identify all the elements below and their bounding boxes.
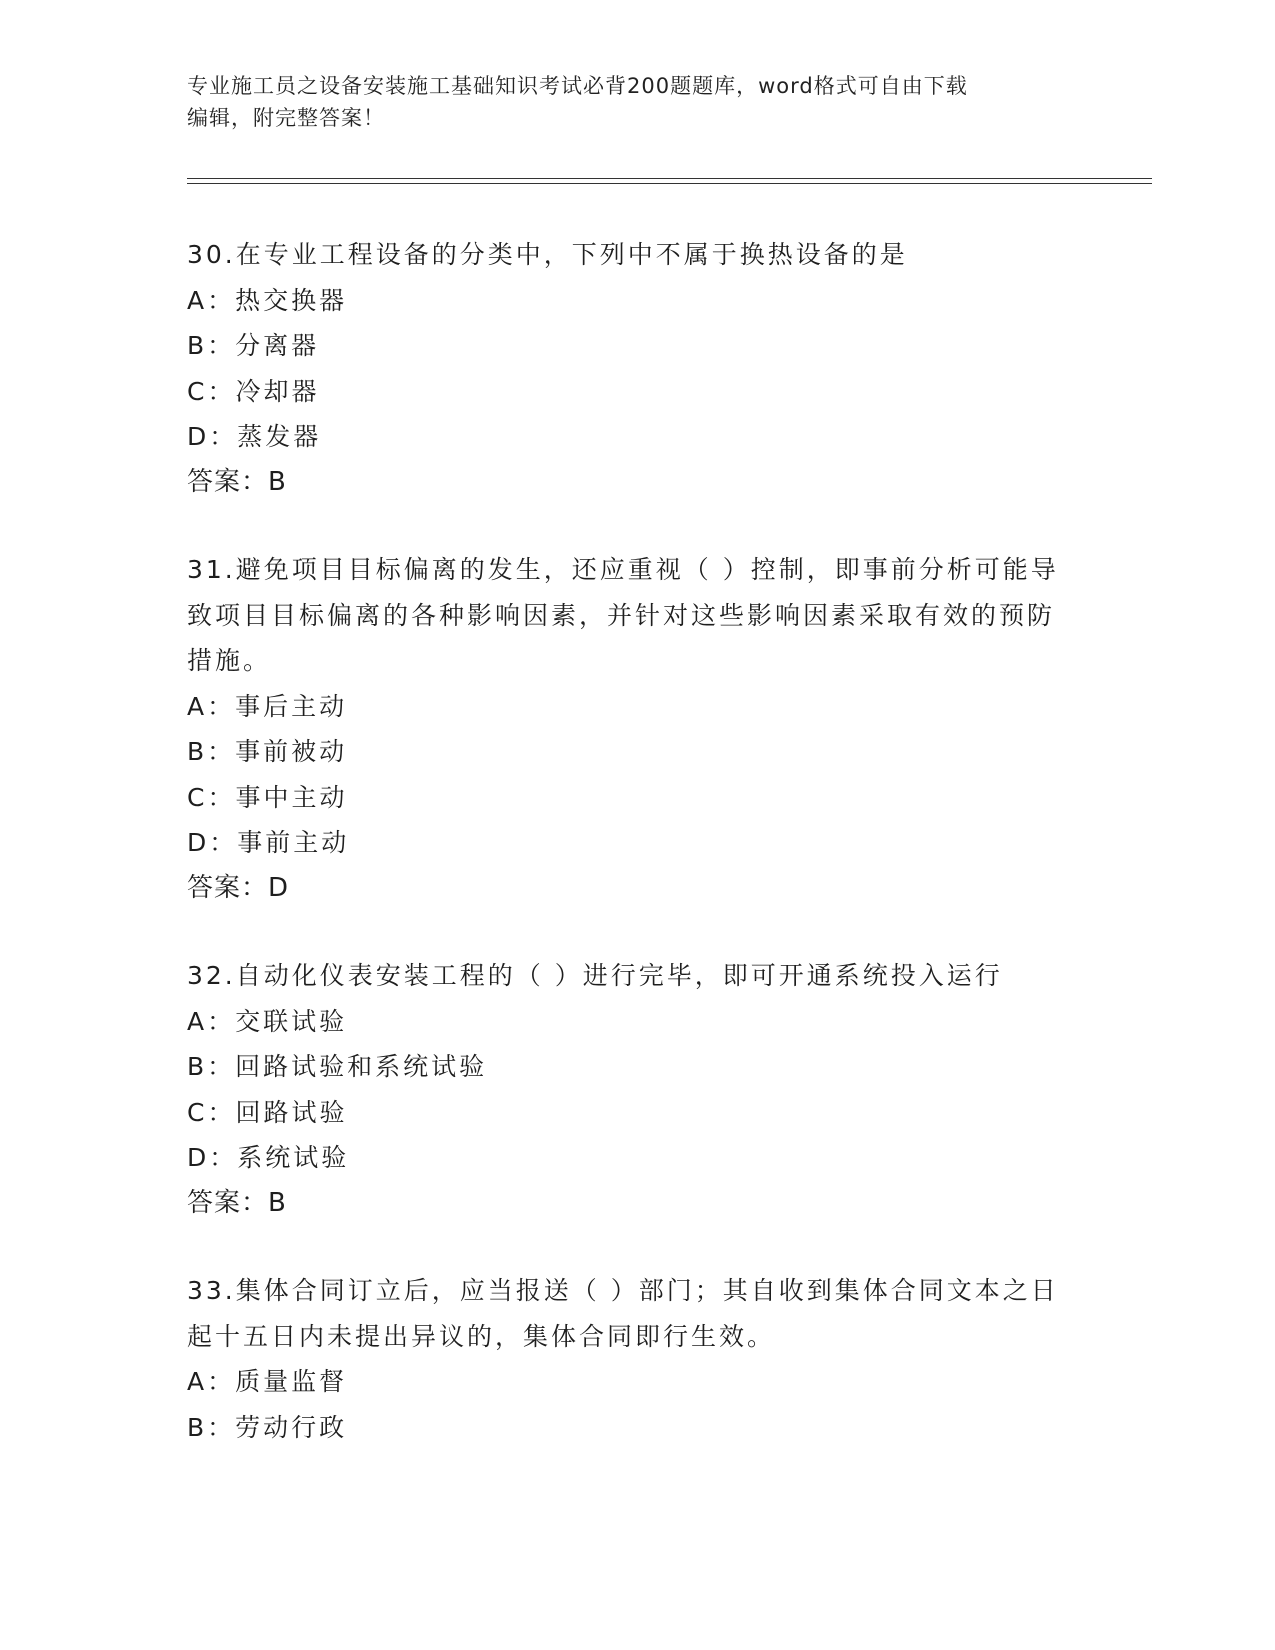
- question-stem: 30.在专业工程设备的分类中，下列中不属于换热设备的是: [187, 240, 908, 269]
- option-a: A：交联试验: [187, 1006, 348, 1036]
- option-a: A：热交换器: [187, 285, 348, 315]
- option-a: A：质量监督: [187, 1367, 348, 1396]
- header-divider-bottom: [187, 183, 1152, 184]
- answer-text: 答案：B: [187, 1187, 287, 1218]
- option-b: B：劳动行政: [187, 1412, 348, 1442]
- question-list: [187, 232, 1067, 1492]
- option-b: B：分离器: [187, 331, 320, 360]
- header-line-1: 专业施工员之设备安装施工基础知识考试必背200题题库，word格式可自由下载: [187, 74, 968, 98]
- question-32: [187, 953, 1067, 1226]
- option-b: B：事前被动: [187, 737, 348, 766]
- question-stem: 33.集体合同订立后，应当报送（ ）部门；其自收到集体合同文本之日起十五日内未提出异议的，集体合同即行生效。: [187, 1276, 1059, 1351]
- option-d: D：系统试验: [187, 1143, 350, 1172]
- question-30: [187, 232, 1067, 505]
- question-stem: 31.避免项目目标偏离的发生，还应重视（ ）控制，即事前分析可能导致项目目标偏离的各种影响因素，并针对这些影响因素采取有效的预防措施。: [187, 555, 1059, 675]
- answer-text: 答案：D: [187, 872, 290, 903]
- header-line-2: 编辑，附完整答案！: [187, 106, 385, 130]
- option-c: C：事中主动: [187, 782, 348, 812]
- question-31: [187, 547, 1067, 911]
- option-d: D：事前主动: [187, 828, 350, 857]
- question-stem: 32.自动化仪表安装工程的（ ）进行完毕，即可开通系统投入运行: [187, 961, 1003, 990]
- option-a: A：事后主动: [187, 691, 348, 721]
- option-c: C：回路试验: [187, 1097, 348, 1127]
- document-header: [187, 70, 1067, 134]
- header-divider-top: [187, 178, 1152, 179]
- question-33: [187, 1268, 1067, 1450]
- answer-text: 答案：B: [187, 466, 287, 497]
- option-d: D：蒸发器: [187, 422, 322, 451]
- option-b: B：回路试验和系统试验: [187, 1052, 488, 1081]
- option-c: C：冷却器: [187, 376, 320, 406]
